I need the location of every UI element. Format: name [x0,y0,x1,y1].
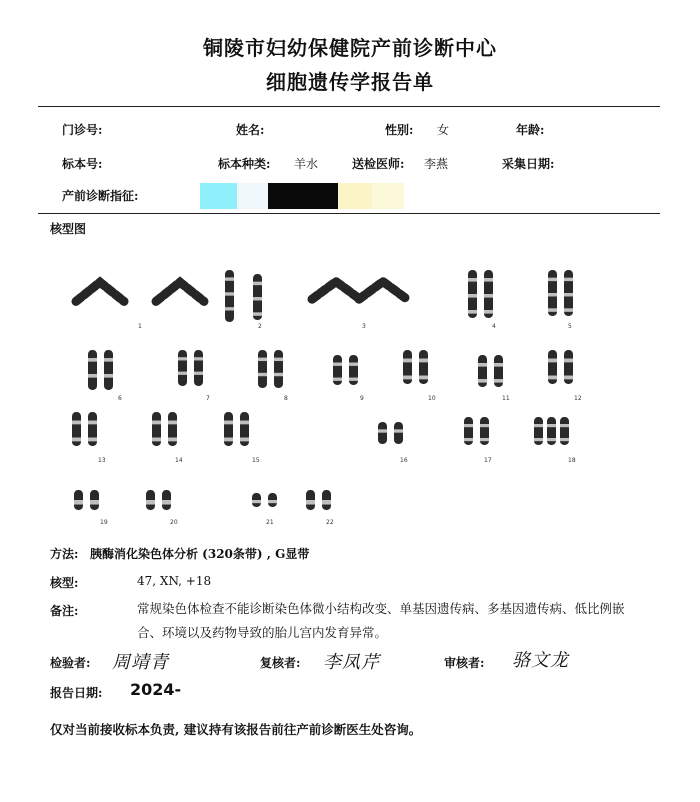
chromosome [178,350,187,386]
indication-label: 产前诊断指征: [62,189,139,203]
karyotype-label: 核型: [50,576,79,590]
info-divider [38,213,660,214]
chromosome [224,412,233,446]
chromosome [72,412,81,446]
chromosome-number: 15 [252,457,260,464]
indication-block [372,183,404,209]
chromosome-number: 1 [138,323,142,330]
chromosome [194,350,203,386]
chromosome [268,493,277,507]
chromosome [152,412,161,446]
collect-date-label: 采集日期: [502,157,555,171]
indication-block [200,183,237,209]
chromosome-number: 5 [568,323,572,330]
sex-value: 女 [437,123,450,137]
chromosome [349,355,358,385]
chromosome [88,350,97,390]
remark-label: 备注: [50,604,79,618]
chromosome-number: 20 [170,519,178,526]
chromosome [564,350,573,384]
reviewer-label: 审核者: [444,656,485,670]
karyogram-image [60,250,620,540]
chromosome [560,417,569,445]
clinic-no-label: 门诊号: [62,123,103,137]
rechecker-signature: 李凤芹 [323,652,380,673]
chromosome-number: 7 [206,395,210,402]
chromosome-number: 14 [175,457,183,464]
chromosome [484,270,493,318]
chromosome [480,417,489,445]
chromosome [403,350,412,384]
chromosome-number: 21 [266,519,274,526]
chromosome [548,270,557,316]
tester-label: 检验者: [50,656,91,670]
doctor-label: 送检医师: [352,157,405,171]
chromosome-number: 11 [502,395,510,402]
reviewer-signature: 骆文龙 [512,650,569,671]
chromosome [494,355,503,387]
chromosome-number: 3 [362,323,366,330]
chromosome [252,493,261,507]
report-date-label: 报告日期: [50,686,103,700]
chromosome [548,350,557,384]
karyotype-value: 47, XN, +18 [137,574,212,588]
disclaimer: 仅对当前接收标本负责, 建议持有该报告前往产前诊断医生处咨询。 [50,722,422,737]
chromosome [306,490,315,510]
sex-label: 性别: [385,123,414,137]
karyotype-image-label: 核型图 [50,222,87,236]
chromosome [88,412,97,446]
chromosome-number: 2 [258,323,262,330]
chromosome-number: 12 [574,395,582,402]
chromosome [312,282,360,300]
chromosome [333,355,342,385]
chromosome [225,270,234,322]
chromosome [378,422,387,444]
specimen-type-value: 羊水 [294,157,319,171]
chromosome [547,417,556,445]
chromosome-number: 8 [284,395,288,402]
chromosome-number: 17 [484,457,492,464]
chromosome-number: 6 [118,395,122,402]
chromosome [394,422,403,444]
chromosome [168,412,177,446]
chromosome-number: 18 [568,457,576,464]
specimen-type-label: 标本种类: [218,157,271,171]
chromosome-number: 4 [492,323,496,330]
chromosome-number: 10 [428,395,436,402]
remark-text: 常规染色体检查不能诊断染色体微小结构改变、单基因遗传病、多基因遗传病、低比例嵌合、环境以及药物导致的胎儿宫内发育异常。 [137,601,625,640]
chromosome-number: 19 [100,519,108,526]
age-label: 年龄: [516,123,545,137]
chromosome [146,490,155,510]
chromosome-number: 22 [326,519,334,526]
method-value: 胰酶消化染色体分析 (320条带) , G显带 [90,547,310,561]
chromosome [419,350,428,384]
chromosome [274,350,283,388]
chromosome [464,417,473,445]
tester-signature: 周靖青 [112,652,169,673]
hospital-title: 铜陵市妇幼保健院产前诊断中心 [203,36,497,60]
chromosome [156,282,204,301]
chromosome-number: 9 [360,395,364,402]
chromosome [478,355,487,387]
doctor-value: 李燕 [424,157,449,171]
indication-block [268,183,338,209]
report-title: 细胞遗传学报告单 [266,70,434,94]
method-label: 方法: [50,547,79,561]
chromosome [104,350,113,390]
chromosome [253,274,262,320]
top-divider [38,106,660,107]
indication-block [338,183,372,209]
name-label: 姓名: [236,123,265,137]
chromosome [534,417,543,445]
chromosome [76,282,124,301]
indication-block [237,183,268,209]
chromosome-number: 13 [98,457,106,464]
report-date-value: 2024- [130,680,182,699]
chromosome [74,490,83,510]
chromosome [258,350,267,388]
chromosome [359,282,407,300]
chromosome [564,270,573,316]
chromosome-number: 16 [400,457,408,464]
chromosome [90,490,99,510]
rechecker-label: 复核者: [260,656,301,670]
chromosome [468,270,477,318]
chromosome [322,490,331,510]
chromosome [162,490,171,510]
specimen-no-label: 标本号: [62,157,103,171]
chromosome [240,412,249,446]
